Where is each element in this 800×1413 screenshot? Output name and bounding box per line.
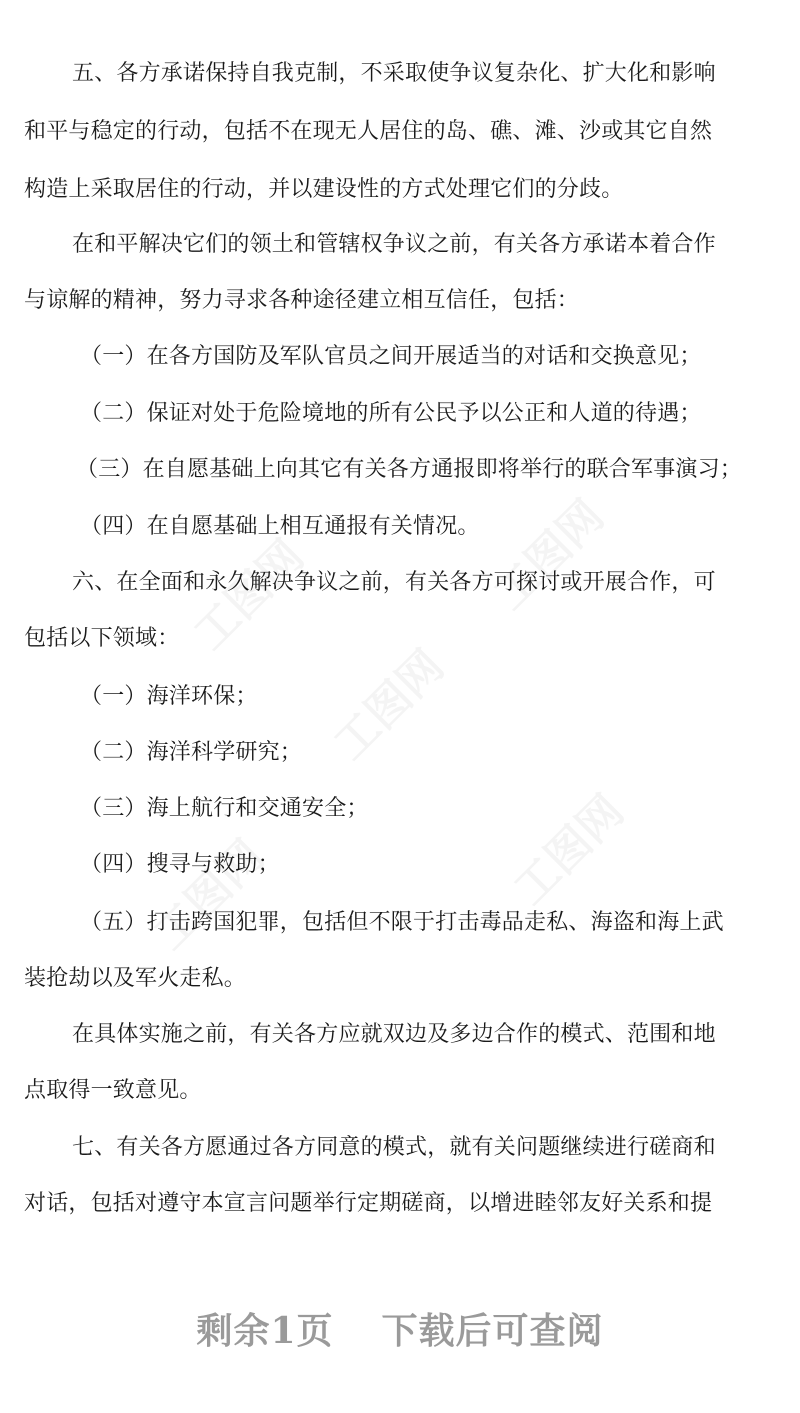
text-line: 五、各方承诺保持自我克制，不采取使争议复杂化、扩大化和影响	[72, 61, 716, 86]
text-line: （一）海洋环保；	[80, 684, 258, 709]
text-line: 六、在全面和永久解决争议之前，有关各方可探讨或开展合作，可	[72, 570, 716, 595]
text-line: （二）海洋科学研究；	[80, 740, 303, 765]
text-line: 在具体实施之前，有关各方应就双边及多边合作的模式、范围和地	[72, 1022, 716, 1047]
remaining-pages-label: 剩余1页	[196, 1310, 334, 1352]
watermark	[137, 823, 276, 962]
text-line: （五）打击跨国犯罪，包括但不限于打击毒品走私、海盗和海上武	[80, 910, 724, 935]
watermark	[497, 778, 636, 917]
text-line: 和平与稳定的行动，包括不在现无人居住的岛、礁、滩、沙或其它自然	[24, 119, 713, 144]
text-line: （二）保证对处于危险境地的所有公民予以公正和人道的待遇；	[80, 401, 702, 426]
text-line: （四）在自愿基础上相互通报有关情况。	[80, 514, 480, 539]
text-line: 装抢劫以及军火走私。	[24, 966, 247, 991]
watermark	[317, 633, 456, 772]
text-line: 七、有关各方愿通过各方同意的模式，就有关问题继续进行磋商和	[72, 1135, 716, 1160]
download-notice[interactable]	[0, 1306, 800, 1356]
watermark	[477, 483, 616, 622]
text-line: 构造上采取居住的行动，并以建设性的方式处理它们的分歧。	[24, 177, 624, 202]
text-line: 对话，包括对遵守本宣言问题举行定期磋商，以增进睦邻友好关系和提	[24, 1191, 713, 1216]
text-line: 与谅解的精神，努力寻求各种途径建立相互信任，包括：	[24, 288, 580, 313]
download-to-view-label: 下载后可查阅	[381, 1310, 604, 1352]
text-line: （一）在各方国防及军队官员之间开展适当的对话和交换意见；	[80, 344, 702, 369]
text-line: （三）海上航行和交通安全；	[80, 796, 369, 821]
text-line: 点取得一致意见。	[24, 1078, 202, 1103]
text-line: 包括以下领域：	[24, 626, 180, 651]
text-line: （三）在自愿基础上向其它有关各方通报即将举行的联合军事演习；	[76, 457, 743, 482]
text-line: 在和平解决它们的领土和管辖权争议之前，有关各方承诺本着合作	[72, 232, 716, 257]
text-line: （四）搜寻与救助；	[80, 852, 280, 877]
